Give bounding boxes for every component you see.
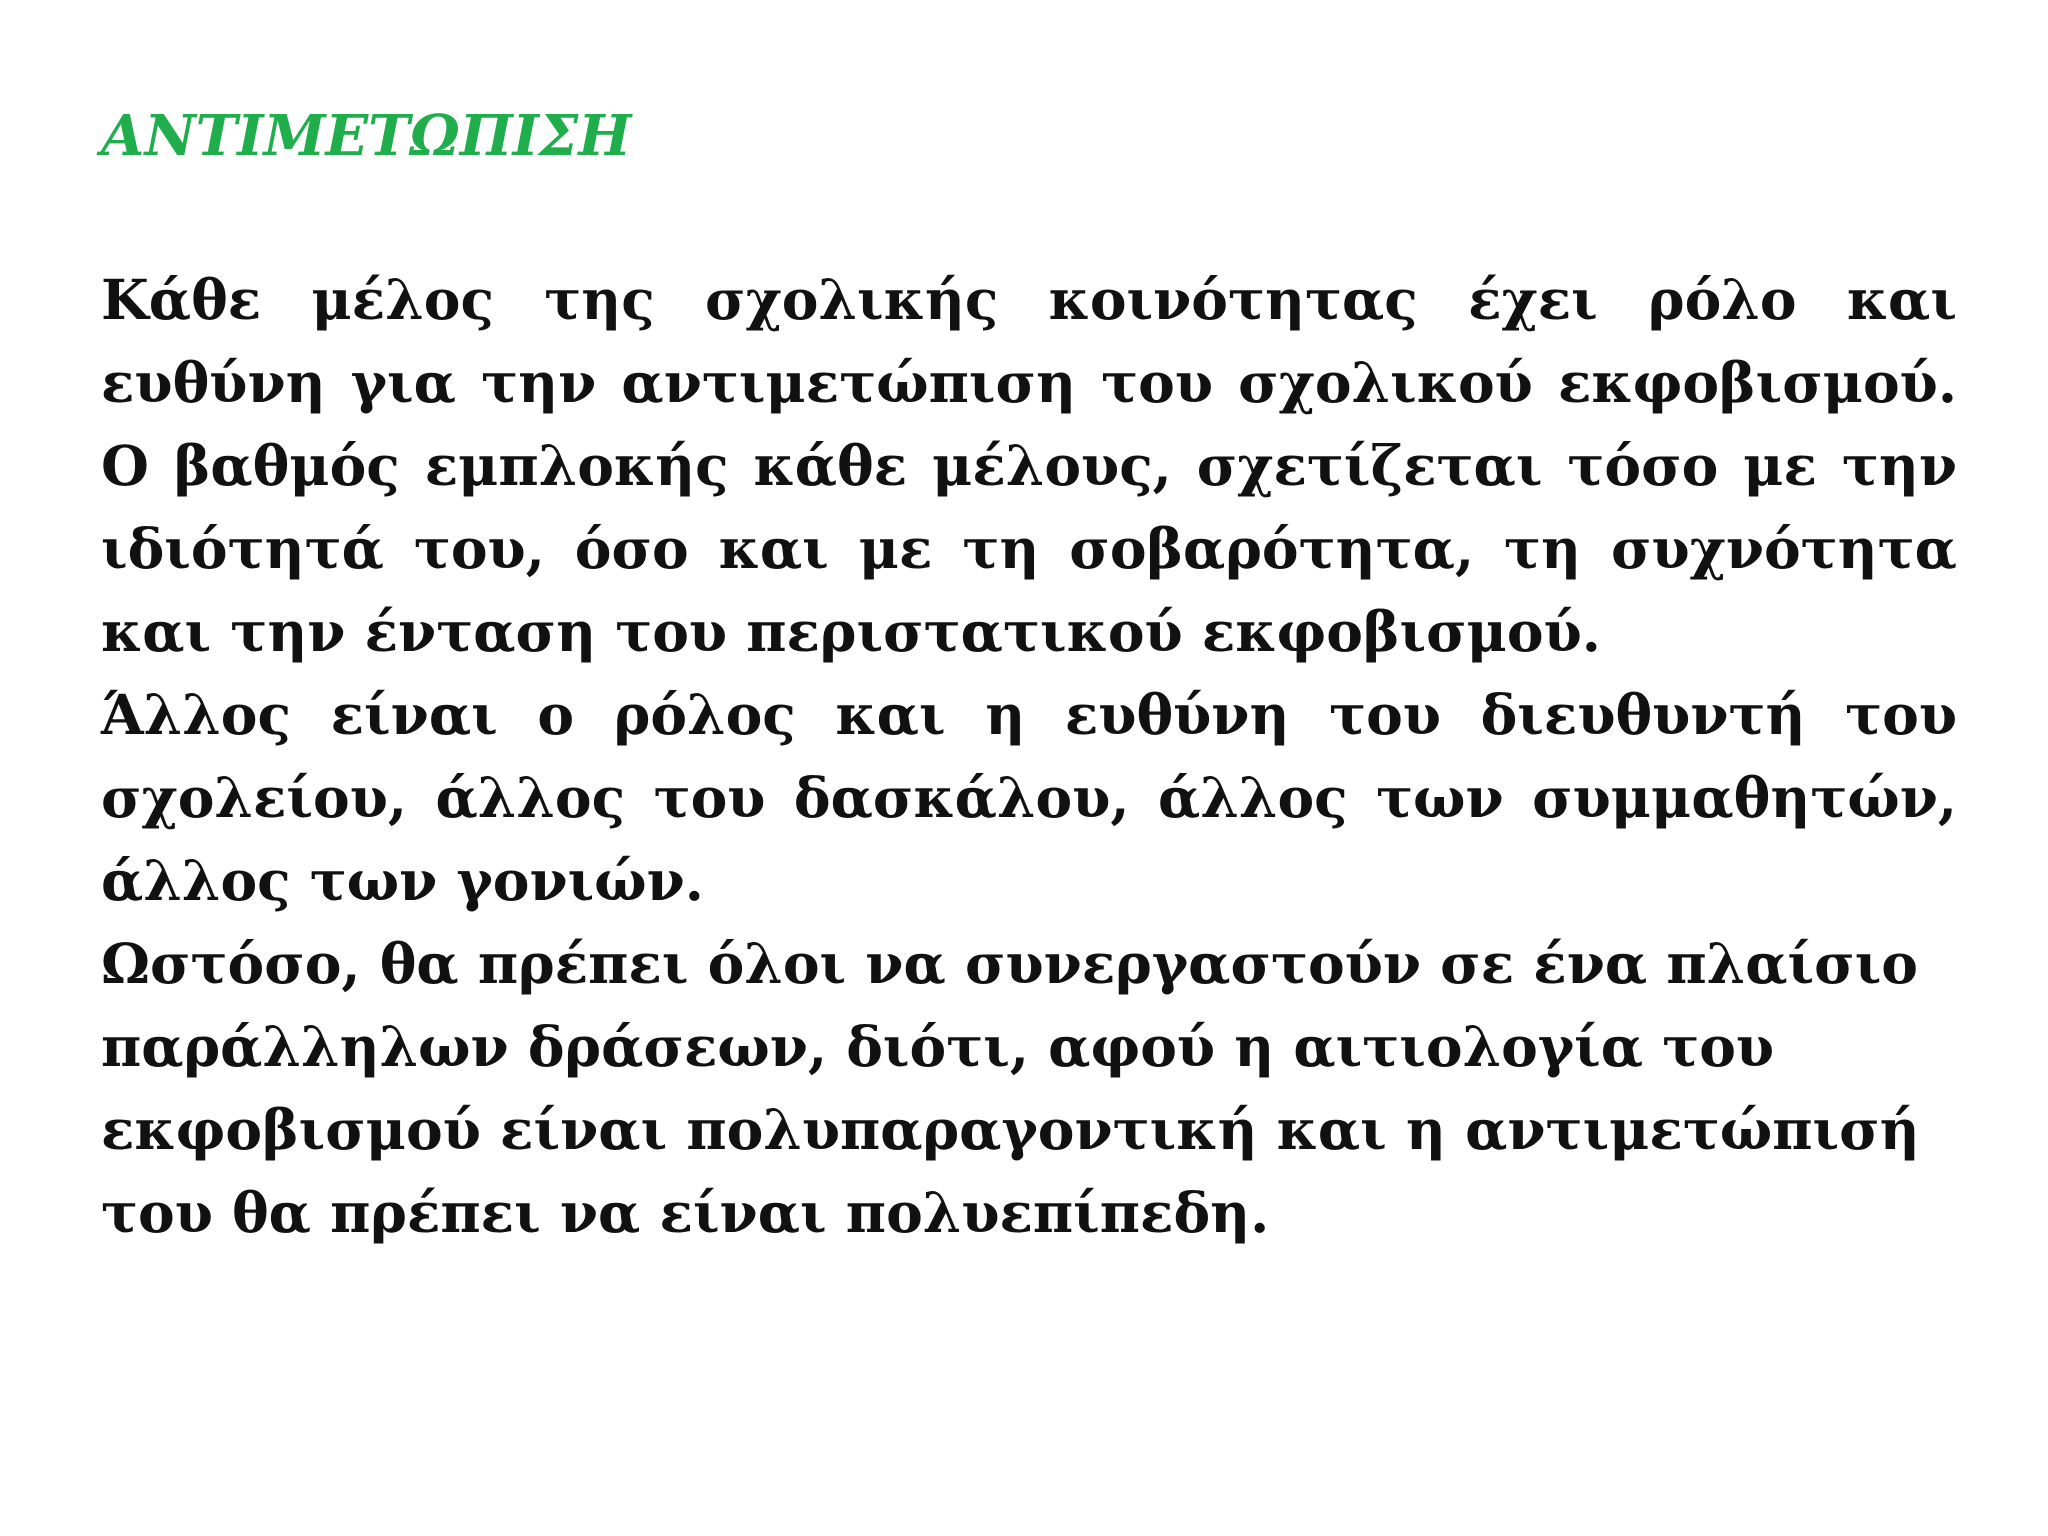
paragraph-responsibility: Κάθε μέλος της σχολικής κοινότητας έχει ρόλο και ευθύνη για την αντιμετώπιση του σχολικού εκφοβισμού. Ο βαθμός εμπλοκής κάθε μέλους, σχετίζεται τόσο με την ιδιότητά του, όσο και με τη σοβαρότητα, τη συχνότητα και την ένταση του περιστατικού εκφοβισμού. <box>101 267 1957 664</box>
slide-body <box>101 258 1957 1254</box>
slide-heading: ΑΝΤΙΜΕΤΩΠΙΣΗ <box>101 103 632 169</box>
paragraph-roles: Άλλος είναι ο ρόλος και η ευθύνη του διευθυντή του σχολείου, άλλος του δασκάλου, άλλος των συμμαθητών, άλλος των γονιών. <box>101 682 1957 913</box>
paragraph-cooperation: Ωστόσο, θα πρέπει όλοι να συνεργαστούν σε ένα πλαίσιο παράλληλων δράσεων, διότι, αφού η αιτιολογία του εκφοβισμού είναι πολυπαραγοντική και η αντιμετώπισή του θα πρέπει να είναι πολυεπίπεδη. <box>101 931 1920 1245</box>
